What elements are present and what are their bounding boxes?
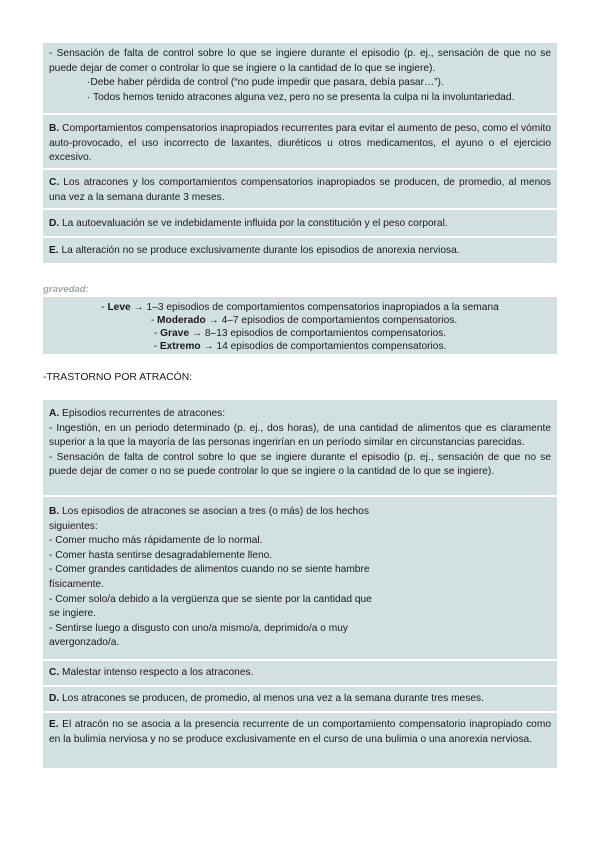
- criterion-text: El atracón no se asocia a la presencia recurrente de un comportamiento compensatorio inapropiado como en la bulimia nerviosa y no se produce exclusivamente en el curso de una bulimia o una anorexia nerviosa.: [49, 719, 551, 745]
- binge-criterion-c: [43, 661, 557, 686]
- criterion-line: avergonzado/a.: [49, 637, 120, 649]
- criterion-letter: E.: [49, 719, 59, 730]
- criterion-line: se ingiere.: [49, 608, 97, 620]
- criterion-letter: E.: [49, 245, 59, 256]
- criterion-line: siguientes:: [49, 520, 98, 532]
- criterion-letter: B.: [49, 506, 60, 517]
- criterion-line: - Comer mucho más rápidamente de lo normal.: [49, 535, 263, 547]
- criterion-letter: B.: [49, 123, 60, 134]
- severity-label: gravedad:: [43, 284, 89, 295]
- bulimia-criterion-e: [43, 238, 557, 264]
- criterion-text: - Sensación de falta de control sobre lo que se ingiere durante el episodio (p. ej., sensación de que no se puede dejar de comer o no se puede controlar lo que se ingiere o la cantidad de lo que se ingiere).: [49, 451, 551, 478]
- criterion-text: Comportamientos compensatorios inapropiados recurrentes para evitar el aumento de peso, como el vómito auto-provocado, el uso incorrecto de laxantes, diuréticos u otros medicamentos, el ayuno o el ejercicio excesivo.: [49, 123, 551, 164]
- binge-criterion-e: [43, 713, 557, 769]
- criterion-letter: A.: [49, 408, 60, 419]
- criterion-text: - Ingestión, en un periodo determinado (p. ej., dos horas), de una cantidad de alimentos que es claramente superior a la que la mayoría de las personas ingerirían en un período similar en circunstancias parecidas.: [49, 422, 551, 449]
- severity-item-grave: - Grave → 8–13 episodios de comportamientos compensatorios.: [153, 328, 447, 339]
- binge-criterion-a: [43, 400, 557, 496]
- bulimia-criterion-d: [43, 210, 557, 237]
- criterion-text: Los atracones y los comportamientos compensatorios inapropiados se producen, de promedio, al menos una vez a la semana durante 3 meses.: [49, 177, 551, 203]
- note-text: · Todos hemos tenido atracones alguna vez, pero no se presenta la culpa ni la involuntariedad.: [87, 91, 515, 103]
- criterion-text: La alteración no se produce exclusivamente durante los episodios de anorexia nerviosa.: [58, 245, 460, 256]
- criterion-text: Los atracones se producen, de promedio, al menos una vez a la semana durante tres meses.: [59, 693, 484, 704]
- criterion-line: - Comer grandes cantidades de alimentos cuando no se siente hambre: [49, 564, 370, 576]
- criterion-line: - Comer solo/a debido a la vergüenza que se siente por la cantidad que: [49, 593, 372, 605]
- criterion-line: - Comer hasta sentirse desagradablemente lleno.: [49, 549, 273, 561]
- severity-item-leve: - Leve → 1–3 episodios de comportamientos compensatorios inapropiados a la semana: [101, 302, 499, 313]
- binge-criterion-d: [43, 687, 557, 712]
- severity-item-extremo: - Extremo → 14 episodios de comportamientos compensatorios.: [153, 341, 447, 352]
- criterion-title: Episodios recurrentes de atracones:: [59, 408, 226, 419]
- criterion-text: La autoevaluación se ve indebidamente influida por la constitución y el peso corporal.: [59, 218, 448, 229]
- criterion-text: Malestar intenso respecto a los atracones.: [59, 667, 254, 678]
- bulimia-criterion-a-tail: [43, 43, 557, 114]
- severity-item-moderado: - Moderado → 4–7 episodios de comportamientos compensatorios.: [150, 315, 458, 326]
- criterion-text: - Sensación de falta de control sobre lo que se ingiere durante el episodio (p. ej., sensación de que no se puede dejar de comer o controlar lo que se ingiere o la cantidad de lo que se ingiere).: [49, 48, 551, 74]
- criterion-letter: D.: [49, 218, 60, 229]
- criterion-letter: C.: [49, 667, 60, 678]
- criterion-letter: D.: [49, 693, 60, 704]
- note-text: ·Debe haber pérdida de control (“no pude impedir que pasara, debía pasar…”).: [87, 77, 444, 89]
- binge-criterion-b: [43, 497, 557, 660]
- criterion-letter: C.: [49, 177, 60, 188]
- criterion-line: Los episodios de atracones se asocian a tres (o más) de los hechos: [59, 506, 369, 517]
- criterion-line: - Sentirse luego a disgusto con uno/a mismo/a, deprimido/a o muy: [49, 622, 348, 634]
- criterion-line: físicamente.: [49, 578, 104, 590]
- bulimia-criterion-b: [43, 115, 557, 169]
- section-heading: -TRASTORNO POR ATRACÓN:: [43, 372, 193, 383]
- severity-list: [43, 297, 557, 355]
- bulimia-criterion-c: [43, 170, 557, 209]
